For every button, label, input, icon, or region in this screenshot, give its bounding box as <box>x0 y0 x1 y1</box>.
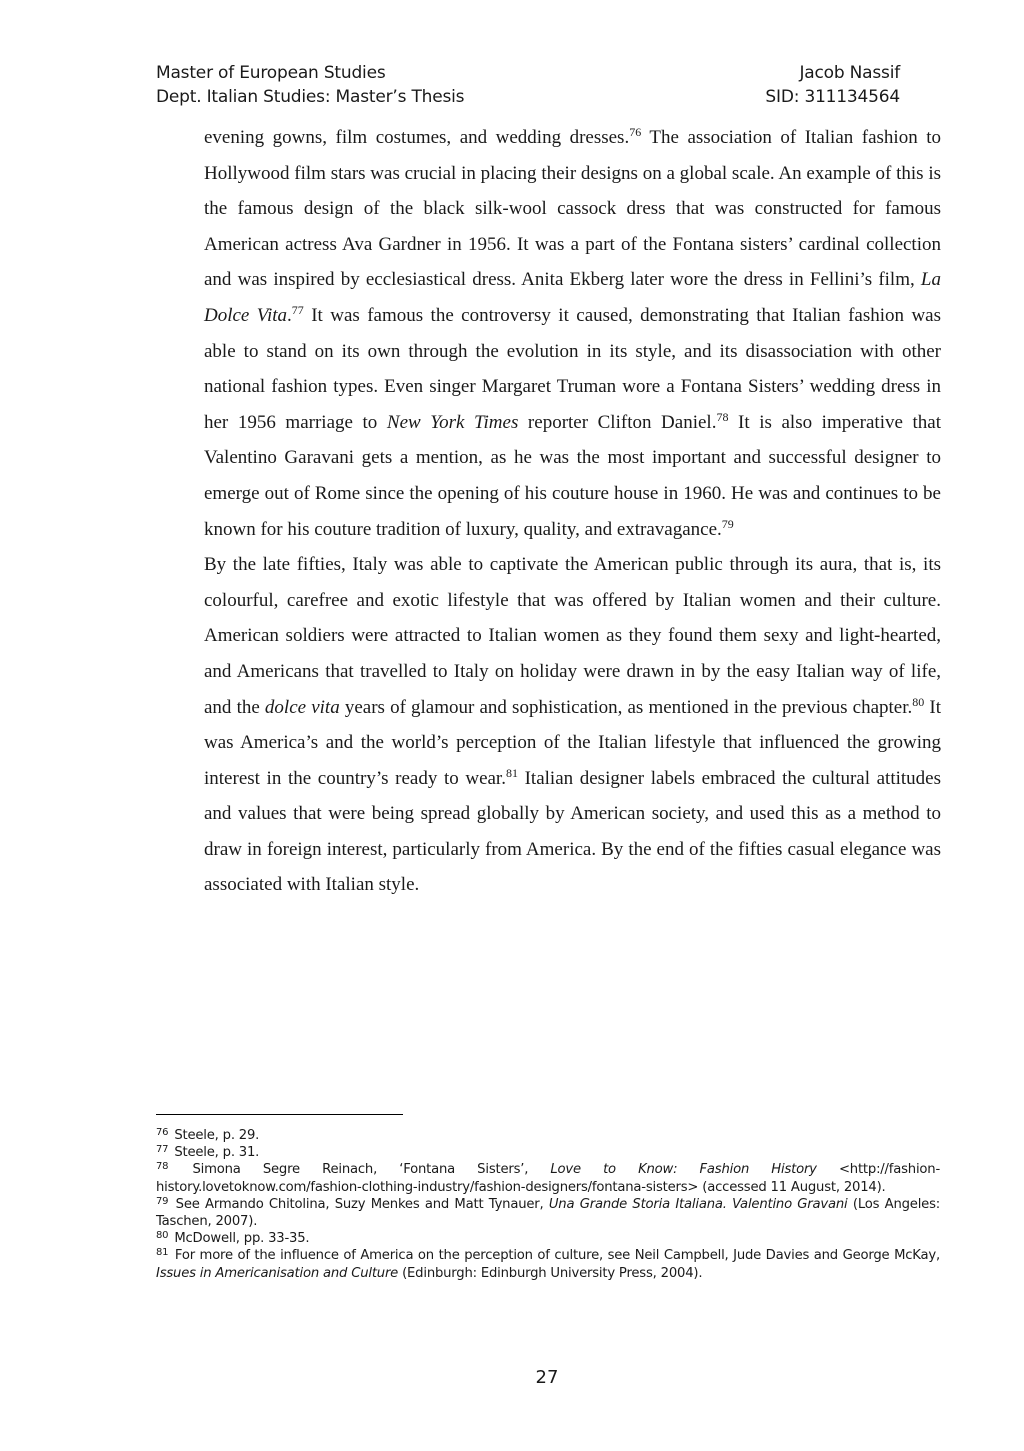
footnote-number: 78 <box>156 1161 169 1173</box>
text-run: Italian designer labels embraced the cultural attitudes and values that were being spread globally by American society, and used this as a method to draw in foreign interest, particularly from America. By the end of the fifties casual elegance was associated with Italian style. <box>204 767 942 896</box>
program-name: Master of European Studies <box>156 63 386 83</box>
footnote-text: Steele, p. 29. <box>170 1128 260 1143</box>
footnote-ref-76[interactable]: 76 <box>629 125 642 139</box>
footnote-number: 76 <box>156 1127 169 1138</box>
footnote-79 <box>156 1196 940 1230</box>
text-run: It was America’s and the world’s perception of the Italian lifestyle that influenced the growing interest in the country’s ready to wear. <box>204 696 941 789</box>
author-name: Jacob Nassif <box>799 63 900 83</box>
footnotes <box>156 1127 940 1282</box>
footnote-number: 77 <box>156 1144 169 1156</box>
footnote-separator <box>156 1114 403 1115</box>
paragraph-1 <box>204 120 941 547</box>
footnote-81 <box>156 1247 940 1281</box>
text-run: It was famous the controversy it caused, demonstrating that Italian fashion was able to stand on its own through the evolution in its style, and its disassociation with other national fashion types. Even singer Margaret Truman wore a Fontana Sisters’ wedding dress in her 1956 marriage to <box>204 304 941 433</box>
film-title: La Dolce Vita <box>204 269 941 326</box>
department-name: Dept. Italian Studies: Master’s Thesis <box>156 87 465 107</box>
text-run: . <box>287 304 292 326</box>
footnote-number: 79 <box>156 1195 169 1207</box>
header-left <box>156 61 464 109</box>
footnote-76 <box>156 1127 940 1144</box>
footnote-ref-81[interactable]: 81 <box>505 765 518 780</box>
footnote-number: 80 <box>156 1230 169 1242</box>
footnote-text: Simona Segre Reinach, ‘Fontana Sisters’, <box>170 1162 551 1178</box>
footnote-ref-80[interactable]: 80 <box>912 694 925 709</box>
text-run: It is also imperative that Valentino Garavani gets a mention, as he was the most important and successful designer to emerge out of Rome since the opening of his couture house in 1960. He was and continues to be known for his couture tradition of luxury, quality, and extravagance. <box>204 411 941 540</box>
footnote-80 <box>156 1230 940 1247</box>
text-run: years of glamour and sophistication, as mentioned in the previous chapter. <box>339 696 913 718</box>
text-run: evening gowns, film costumes, and wedding dresses. <box>204 127 630 148</box>
body-text <box>204 120 941 903</box>
paragraph-2 <box>204 547 941 903</box>
footnote-source-title: Love to Know: Fashion History <box>550 1162 817 1178</box>
footnote-source-title: Una Grande Storia Italiana. Valentino Gravani <box>548 1196 848 1212</box>
footnote-number: 81 <box>156 1247 169 1259</box>
student-id: SID: 311134564 <box>765 87 900 107</box>
footnote-text: (Los Angeles: Taschen, 2007). <box>156 1196 940 1230</box>
header-right <box>765 61 900 109</box>
footnote-ref-78[interactable]: 78 <box>716 409 729 424</box>
text-run: By the late fifties, Italy was able to captivate the American public through its aura, that is, its colourful, carefree and exotic lifestyle that was offered by Italian women and their culture. American soldiers were attracted to Italian women as they found them sexy and light-hearted, and Americans that travelled to Italy on holiday were drawn in by the easy Italian way of life, and the <box>204 554 941 718</box>
footnote-77 <box>156 1144 940 1161</box>
footnote-text: McDowell, pp. 33-35. <box>170 1231 310 1247</box>
footnote-ref-79[interactable]: 79 <box>721 516 734 531</box>
footnote-source-title: Issues in Americanisation and Culture <box>156 1265 399 1281</box>
newspaper-title: New York Times <box>386 411 519 433</box>
text-run: reporter Clifton Daniel. <box>518 411 717 433</box>
footnote-text: (Edinburgh: Edinburgh University Press, 2004). <box>398 1265 703 1281</box>
footnote-text: See Armando Chitolina, Suzy Menkes and Matt Tynauer, <box>170 1196 549 1212</box>
footnote-url[interactable]: <http://fashion-history.lovetoknow.com/fashion-clothing-industry/fashion-designers/fontana-sisters> (accessed 11 August, 2014). <box>156 1162 940 1195</box>
dolce-vita-term: dolce vita <box>264 696 340 718</box>
footnote-ref-77[interactable]: 77 <box>291 302 304 317</box>
text-run: The association of Italian fashion to Hollywood film stars was crucial in placing their designs on a global scale. An example of this is the famous design of the black silk-wool cassock dress that was constructed for famous American actress Ava Gardner in 1956. It was a part of the Fontana sisters’ cardinal collection and was inspired by ecclesiastical dress. Anita Ekberg later wore the dress in Fellini’s film, <box>204 127 941 291</box>
footnote-text: For more of the influence of America on the perception of culture, see Neil Campbell, Jude Davies and George McKay, <box>170 1248 940 1264</box>
footnote-text: Steele, p. 31. <box>170 1145 260 1161</box>
footnote-78 <box>156 1161 940 1195</box>
page-number: 27 <box>535 1367 559 1388</box>
